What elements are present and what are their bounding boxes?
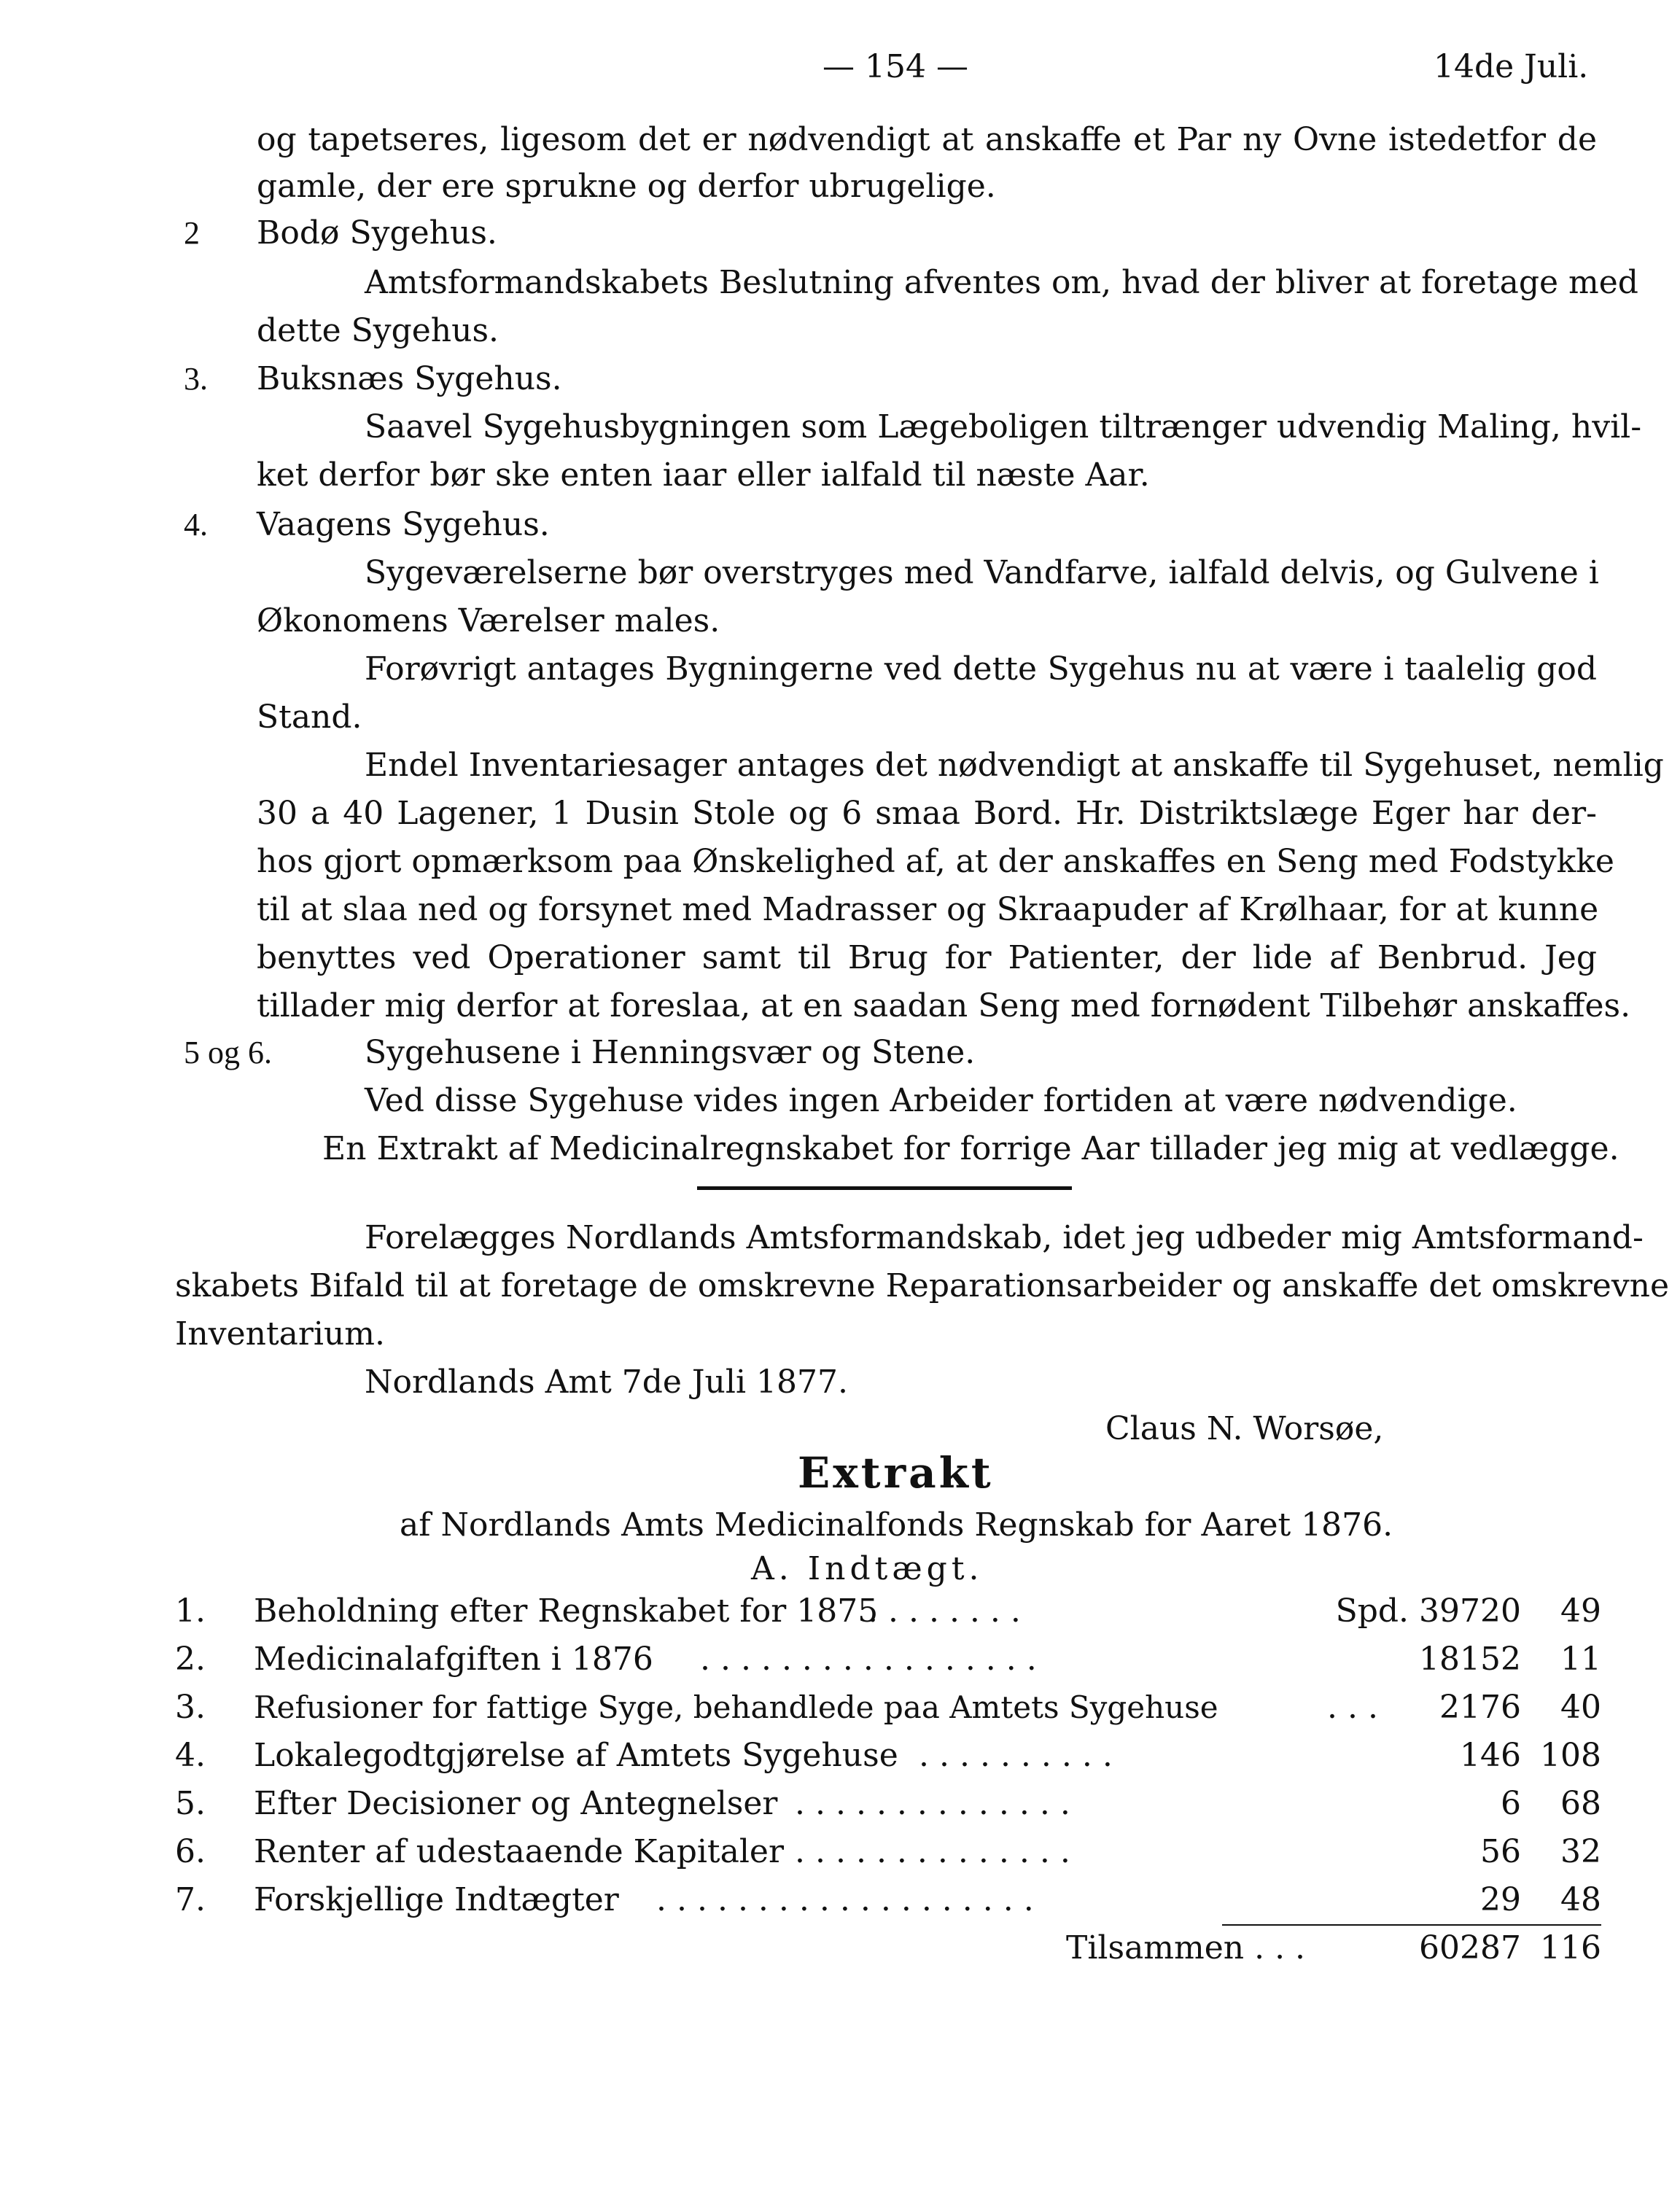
table-row (175, 1638, 1601, 1681)
total-row (175, 1926, 1601, 1970)
row-skilling: 68 (1560, 1785, 1601, 1822)
text-line: Inventarium. (175, 1315, 386, 1353)
text-line: ket derfor bør ske enten iaar eller ialfald til næste Aar. (257, 456, 1150, 494)
row-amount: Spd. 39720 (1335, 1592, 1521, 1630)
text-line: dette Sygehus. (257, 312, 499, 349)
row-skilling: 49 (1560, 1592, 1601, 1630)
row-description: Forskjellige Indtægter (254, 1881, 619, 1918)
extract-title: Extrakt (798, 1448, 994, 1498)
extract-subtitle: af Nordlands Amts Medicinalfonds Regnskab for Aaret 1876. (400, 1506, 1393, 1544)
section-heading: Buksnæs Sygehus. (257, 360, 562, 397)
margin-number: 2 (184, 215, 200, 251)
total-skilling: 116 (1540, 1929, 1601, 1967)
text-line: benyttes ved Operationer samt til Brug for Patienter, der lide af Benbrud. Jeg (257, 939, 1597, 976)
text-line: til at slaa ned og forsynet med Madrasser og Skraapuder af Krølhaar, for at kunne (257, 891, 1599, 928)
row-leader: .............. (795, 1833, 1081, 1870)
row-description: Medicinalafgiften i 1876 (254, 1641, 653, 1678)
total-label: Tilsammen . . . (1066, 1929, 1306, 1967)
section-heading: Bodø Sygehus. (257, 214, 497, 252)
row-description: Efter Decisioner og Antegnelser (254, 1785, 778, 1822)
row-index: 2. (175, 1641, 206, 1678)
row-amount: 29 (1480, 1881, 1521, 1918)
text-line: Økonomens Værelser males. (257, 602, 720, 639)
row-skilling: 48 (1560, 1881, 1601, 1918)
total-amount: 60287 (1419, 1929, 1521, 1967)
row-amount: 6 (1501, 1785, 1521, 1822)
row-leader: ... (1327, 1689, 1388, 1726)
text-line: Forelægges Nordlands Amtsformandskab, idet jeg udbeder mig Amtsformand- (365, 1219, 1644, 1256)
row-skilling: 108 (1540, 1737, 1601, 1774)
separator-rule (697, 1186, 1072, 1190)
row-description: Beholdning efter Regnskabet for 1875 (254, 1592, 879, 1630)
row-skilling: 40 (1560, 1689, 1601, 1726)
row-leader: ........ (868, 1592, 1031, 1630)
text-line: Sygeværelserne bør overstryges med Vandfarve, ialfald delvis, og Gulvene i (365, 554, 1599, 591)
margin-number: 4. (184, 507, 208, 542)
place-date-line: Nordlands Amt 7de Juli 1877. (365, 1364, 848, 1401)
row-leader: ................... (656, 1881, 1044, 1918)
table-row (175, 1686, 1601, 1730)
sum-rule (1222, 1924, 1601, 1926)
row-amount: 146 (1460, 1737, 1521, 1774)
text-line: gamle, der ere sprukne og derfor ubrugelige. (257, 168, 996, 205)
extract-section: A. Indtægt. (751, 1550, 984, 1587)
row-index: 5. (175, 1785, 206, 1822)
row-amount: 56 (1480, 1833, 1521, 1870)
text-line: Ved disse Sygehuse vides ingen Arbeider fortiden at være nødvendige. (365, 1082, 1517, 1119)
table-row (175, 1782, 1601, 1826)
margin-number: 5 og 6. (184, 1035, 272, 1070)
table-row (175, 1830, 1601, 1874)
table-row (175, 1590, 1601, 1633)
text-line: Forøvrigt antages Bygningerne ved dette Sygehus nu at være i taalelig god (365, 650, 1597, 688)
row-description: Lokalegodtgjørelse af Amtets Sygehuse (254, 1737, 898, 1774)
page-date: 14de Juli. (1434, 48, 1589, 85)
text-line: 30 a 40 Lagener, 1 Dusin Stole og 6 smaa Bord. Hr. Distriktslæge Eger har der- (257, 795, 1597, 832)
row-leader: .......... (919, 1737, 1123, 1774)
row-skilling: 32 (1560, 1833, 1601, 1870)
row-index: 4. (175, 1737, 206, 1774)
page-number: — 154 — (822, 48, 968, 85)
text-line: skabets Bifald til at foretage de omskrevne Reparationsarbeider og anskaffe det omskrevne (175, 1267, 1670, 1304)
margin-number: 3. (184, 361, 208, 397)
row-index: 7. (175, 1881, 206, 1918)
row-amount: 2176 (1439, 1689, 1521, 1726)
text-line: En Extrakt af Medicinalregnskabet for forrige Aar tillader jeg mig at vedlægge. (322, 1130, 1619, 1167)
signature: Claus N. Worsøe, (1105, 1410, 1384, 1447)
text-line: Stand. (257, 699, 362, 736)
section-heading: Vaagens Sygehus. (257, 506, 550, 543)
row-index: 6. (175, 1833, 206, 1870)
row-description: Renter af udestaaende Kapitaler (254, 1833, 784, 1870)
text-line: hos gjort opmærksom paa Ønskelighed af, at der anskaffes en Seng med Fodstykke (257, 843, 1614, 880)
section-heading: Sygehusene i Henningsvær og Stene. (365, 1034, 976, 1071)
row-skilling: 11 (1560, 1641, 1601, 1678)
row-leader: .............. (795, 1785, 1081, 1822)
text-line: Saavel Sygehusbygningen som Lægeboligen tiltrænger udvendig Maling, hvil- (365, 408, 1642, 446)
text-line: og tapetseres, ligesom det er nødvendigt at anskaffe et Par ny Ovne istedetfor de (257, 121, 1597, 158)
text-line: Amtsformandskabets Beslutning afventes om, hvad der bliver at foretage med (365, 264, 1638, 301)
table-row (175, 1878, 1601, 1922)
text-line: tillader mig derfor at foreslaa, at en saadan Seng med fornødent Tilbehør anskaffes. (257, 987, 1631, 1024)
text-line: Endel Inventariesager antages det nødvendigt at anskaffe til Sygehuset, nemlig (365, 747, 1664, 784)
table-row (175, 1734, 1601, 1778)
row-index: 3. (175, 1689, 206, 1726)
row-leader: ................. (700, 1641, 1047, 1678)
row-index: 1. (175, 1592, 206, 1630)
row-amount: 18152 (1419, 1641, 1521, 1678)
row-description: Refusioner for fattige Syge, behandlede paa Amtets Sygehuse (254, 1689, 1218, 1725)
